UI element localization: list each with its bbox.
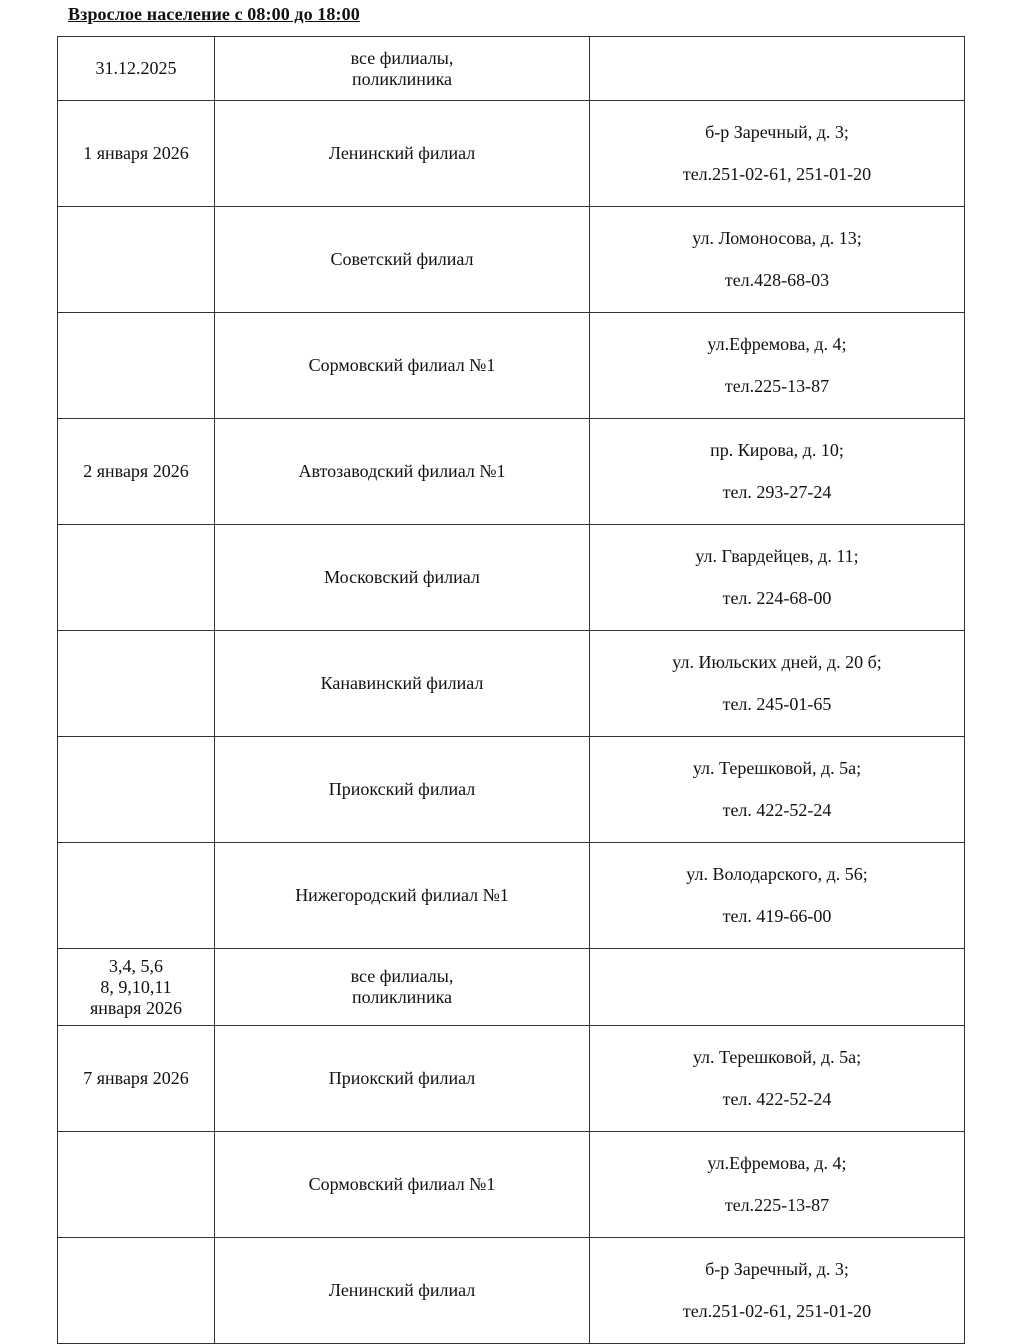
table-row — [58, 1132, 965, 1238]
date-cell — [58, 313, 215, 419]
table-row — [58, 37, 965, 101]
address-cell — [590, 101, 965, 207]
branch-cell: Сормовский филиал №1 — [215, 313, 590, 419]
address-text: ул.Ефремова, д. 4; — [707, 334, 847, 354]
address-text: ул. Терешковой, д. 5а; — [692, 1047, 862, 1067]
phone-text: тел.251-02-61, 251-01-20 — [682, 1301, 872, 1321]
date-cell — [58, 1238, 215, 1344]
table-row — [58, 1238, 965, 1344]
branch-cell: Советский филиал — [215, 207, 590, 313]
address-text: ул.Ефремова, д. 4; — [707, 1153, 847, 1173]
page-title: Взрослое население с 08:00 до 18:00 — [68, 4, 360, 24]
date-cell: 31.12.2025 — [58, 37, 215, 101]
date-cell: 2 января 2026 — [58, 419, 215, 525]
address-text: ул. Июльских дней, д. 20 б; — [672, 652, 882, 672]
address-cell — [590, 37, 965, 101]
branch-cell: Ленинский филиал — [215, 1238, 590, 1344]
address-text: ул. Терешковой, д. 5а; — [692, 758, 862, 778]
branch-cell: Московский филиал — [215, 525, 590, 631]
address-text: ул. Ломоносова, д. 13; — [692, 228, 862, 248]
branch-cell: Ленинский филиал — [215, 101, 590, 207]
branch-cell: Канавинский филиал — [215, 631, 590, 737]
branch-cell: Сормовский филиал №1 — [215, 1132, 590, 1238]
address-text: ул. Володарского, д. 56; — [686, 864, 868, 884]
address-cell — [590, 207, 965, 313]
branch-cell: Приокский филиал — [215, 1026, 590, 1132]
date-cell — [58, 525, 215, 631]
table-row — [58, 101, 965, 207]
phone-text: тел.428-68-03 — [724, 270, 830, 290]
phone-text: тел.225-13-87 — [724, 376, 830, 396]
phone-text: тел. 422-52-24 — [722, 1089, 832, 1109]
table-row — [58, 737, 965, 843]
table-row — [58, 949, 965, 1026]
branch-cell: все филиалы, поликлиника — [215, 949, 590, 1026]
date-cell — [58, 631, 215, 737]
branch-cell: Нижегородский филиал №1 — [215, 843, 590, 949]
date-cell — [58, 207, 215, 313]
address-text: ул. Гвардейцев, д. 11; — [695, 546, 859, 566]
table-row — [58, 525, 965, 631]
address-text: б-р Заречный, д. 3; — [705, 122, 849, 142]
address-text: пр. Кирова, д. 10; — [710, 440, 844, 460]
address-cell — [590, 949, 965, 1026]
date-cell — [58, 737, 215, 843]
table-row — [58, 207, 965, 313]
date-cell — [58, 1132, 215, 1238]
phone-text: тел. 419-66-00 — [722, 906, 832, 926]
address-cell — [590, 525, 965, 631]
address-cell — [590, 313, 965, 419]
phone-text: тел. 422-52-24 — [722, 800, 832, 820]
phone-text: тел. 245-01-65 — [722, 694, 832, 714]
address-cell — [590, 1238, 965, 1344]
table-row — [58, 313, 965, 419]
branch-cell: все филиалы, поликлиника — [215, 37, 590, 101]
phone-text: тел.251-02-61, 251-01-20 — [682, 164, 872, 184]
table-row — [58, 419, 965, 525]
address-cell — [590, 419, 965, 525]
address-cell — [590, 1026, 965, 1132]
date-cell — [58, 843, 215, 949]
branch-cell: Приокский филиал — [215, 737, 590, 843]
table-row — [58, 843, 965, 949]
branch-cell: Автозаводский филиал №1 — [215, 419, 590, 525]
schedule-table — [57, 36, 965, 1344]
address-cell — [590, 1132, 965, 1238]
address-text: б-р Заречный, д. 3; — [705, 1259, 849, 1279]
phone-text: тел.225-13-87 — [724, 1195, 830, 1215]
table-row — [58, 631, 965, 737]
date-cell: 3,4, 5,6 8, 9,10,11 января 2026 — [58, 949, 215, 1026]
address-cell — [590, 737, 965, 843]
table-row — [58, 1026, 965, 1132]
date-cell: 7 января 2026 — [58, 1026, 215, 1132]
date-cell: 1 января 2026 — [58, 101, 215, 207]
address-cell — [590, 843, 965, 949]
phone-text: тел. 224-68-00 — [722, 588, 832, 608]
address-cell — [590, 631, 965, 737]
phone-text: тел. 293-27-24 — [722, 482, 832, 502]
